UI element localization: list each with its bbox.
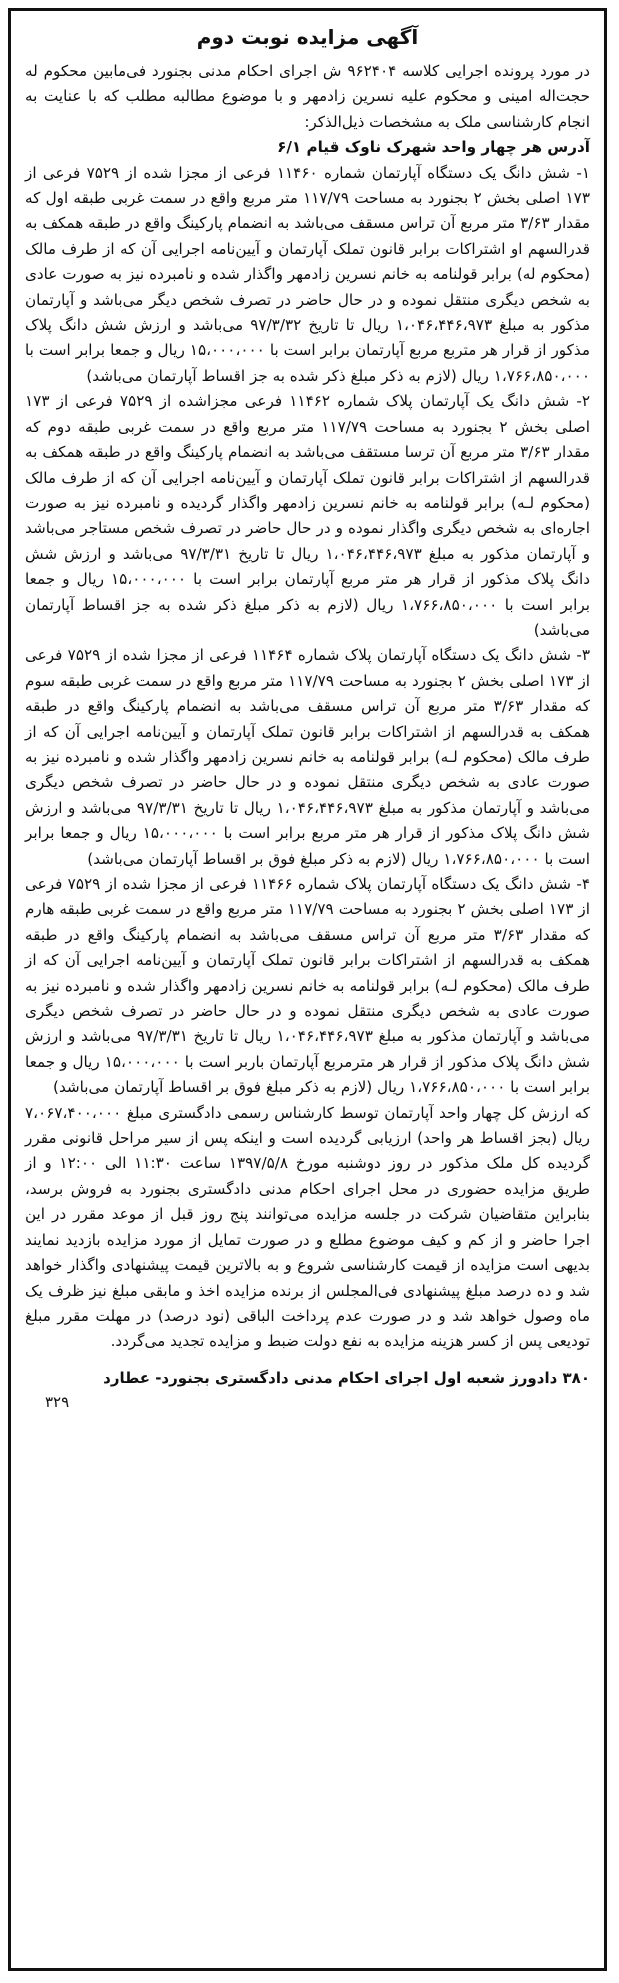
property-item-4: ۴- شش دانگ یک دستگاه آپارتمان پلاک شماره ۱۱۴۶۶ فرعی از مجزا شده از ۷۵۲۹ فرعی از ۱۷۳ اصلی بخش ۲ بجنورد به مساحت ۱۱۷/۷۹ متر مربع واقع در سمت غربی طبقه هارم که مقدار ۳/۶۳ متر مربع آن تراس مسقف می‌باشد به انضمام پارکینگ واقع در طبقه همکف به قدرالسهم از اشتراکات برابر قانون تملک آپارتمان و آیین‌نامه اجرایی آن که از طرف مالک (محکوم لـه) برابر قولنامه به خانم نسرین زادمهر واگذار شده و نامبرده نیز به صورت عادی به شخص دیگری منتقل نموده و در حال حاضر در تصرف شخص دیگری می‌باشد و آپارتمان مذکور به مبلغ ۱،۰۴۶،۴۴۶،۹۷۳ ریال تا تاریخ ۹۷/۳/۳۱ می‌باشد و ارزش شش دانگ پلاک مذکور از قرار هر مترمربع آپارتمان باربر است با ۱۵،۰۰۰،۰۰۰ ریال و جمعا برابر است با ۱،۷۶۶،۸۵۰،۰۰۰ ریال (لازم به ذکر مبلغ فوق بر اقساط آپارتمان می‌باشد) xyxy=(25,875,591,1097)
signature-line: ۳۸۰ دادورز شعبه اول اجرای احکام مدنی دادگستری بجنورد- عطارد xyxy=(103,1368,590,1387)
auction-conditions: که ارزش کل چهار واحد آپارتمان توسط کارشناس رسمی دادگستری مبلغ ۷،۰۶۷،۴۰۰،۰۰۰ ریال (بجز اقساط هر واحد) ارزیابی گردیده است و اینکه پس از سیر مراحل قانونی مقرر گردیده کل ملک مذکور در روز دوشنبه مورخ ۱۳۹۷/۵/۸ ساعت ۱۱:۳۰ الی ۱۲:۰۰ و از طریق مزایده حضوری در محل اجرای احکام مدنی دادگستری بجنورد به فروش برسد، بنابراین متقاضیان شرکت در جلسه مزایده می‌توانند پنج روز قبل از موعد مقرر در این اجرا حاضر و از کم و کیف موضوع مطلع و در صورت تمایل از مورد مزایده بازدید نمایند بدیهی است مزایده از قیمت کارشناسی شروع و به بالاترین قیمت پیشنهادی واگذار خواهد شد و ده درصد مبلغ پیشنهادی فی‌المجلس از برنده مزایده اخذ و مابقی مبلغ نیز ظرف یک ماه وصول خواهد شد و در صورت عدم پرداخت الباقی (نود درصد) در مهلت مقرر مبلغ تودیعی پس از کسر هزینه مزایده به نفع دولت ضبط و مزایده تجدید می‌گردد. xyxy=(25,1103,591,1351)
auction-notice xyxy=(8,8,607,1971)
notice-title: آگهی مزایده نوبت دوم xyxy=(196,25,419,49)
notice-code: ۳۲۹ xyxy=(45,1392,70,1411)
property-item-2: ۲- شش دانگ یک آپارتمان پلاک شماره ۱۱۴۶۲ فرعی مجزاشده از ۷۵۲۹ فرعی از ۱۷۳ اصلی بخش ۲ بجنورد به مساحت ۱۱۷/۷۹ متر مربع واقع در سمت غربی طبقه دوم که مقدار ۳/۶۳ متر مربع آن ترسا مستقف می‌باشد به انضمام پارکینگ واقع در طبقه همکف به قدرالسهم از اشتراکات برابر قانون تملک آپارتمان و آیین‌نامه اجرایی آن که از طرف مالک (محکوم لـه) برابر قولنامه به خانم نسرین زادمهر واگذار گردیده و نامبرده نیز به صورت اجاره‌ای به شخص دیگری واگذار نموده و در حال حاضر در تصرف شخص مستاجر می‌باشد و آپارتمان مذکور به مبلغ ۱،۰۴۶،۴۴۶،۹۷۳ ریال تا تاریخ ۹۷/۳/۳۱ می‌باشد و ارزش شش دانگ پلاک مذکور از قرار هر متر مربع آپارتمان برابر است با ۱۵،۰۰۰،۰۰۰ ریال و جمعا برابر است با ۱،۷۶۶،۸۵۰،۰۰۰ ریال (لازم به ذکر مبلغ ذکر شده به جز اقساط آپارتمان می‌باشد) xyxy=(25,392,591,639)
notice-intro: در مورد پرونده اجرایی کلاسه ۹۶۲۴۰۴ ش اجرای احکام مدنی بجنورد فی‌مابین محکوم له حجت‌اله امینی و محکوم علیه نسرین زادمهر و با موضوع مطالبه مطلب که با عنایت به انجام کارشناسی ملک به مشخصات ذیل‌الذکر: xyxy=(25,62,590,131)
property-address: آدرس هر چهار واحد شهرک ناوک قیام ۶/۱ xyxy=(277,138,590,157)
property-item-3: ۳- شش دانگ یک دستگاه آپارتمان پلاک شماره ۱۱۴۶۴ فرعی از مجزا شده از ۷۵۲۹ فرعی از ۱۷۳ اصلی بخش ۲ بجنورد به مساحت ۱۱۷/۷۹ متر مربع واقع در سمت غربی طبقه سوم که مقدار ۳/۶۳ متر مربع آن تراس مسقف می‌باشد به انضمام پارکینگ واقع در طبقه همکف به قدرالسهم از اشتراکات برابر قانون تملک آپارتمان و آیین‌نامه اجرایی آن که از طرف مالک (محکوم لـه) برابر قولنامه به خانم نسرین زادمهر واگذار شده و نامبرده نیز به صورت عادی به شخص دیگری منتقل نموده و در حال حاضر در تصرف شخص دیگری می‌باشد و آپارتمان مذکور به مبلغ ۱،۰۴۶،۴۴۶،۹۷۳ ریال تا تاریخ ۹۷/۳/۳۱ می‌باشد و ارزش شش دانگ پلاک مذکور از قرار هر متر مربع برابر است با ۱۵،۰۰۰،۰۰۰ ریال و جمعا برابر است با ۱،۷۶۶،۸۵۰،۰۰۰ ریال (لازم به ذکر مبلغ فوق بر اقساط آپارتمان می‌باشد) xyxy=(25,646,591,868)
property-item-1: ۱- شش دانگ یک دستگاه آپارتمان شماره ۱۱۴۶۰ فرعی از مجزا شده از ۷۵۲۹ فرعی از ۱۷۳ اصلی بخش ۲ بجنورد به مساحت ۱۱۷/۷۹ متر مربع واقع در سمت غربی طبقه اول که مقدار ۳/۶۳ متر مربع آن تراس مسقف می‌باشد به انضمام پارکینگ واقع در طبقه همکف به قدرالسهم او اشتراکات برابر قانون تملک آپارتمان و آیین‌نامه اجرایی آن که از طرف مالک (محکوم له) برابر قولنامه به خانم نسرین زادمهر واگذار شده و نامبرده نیز به صورت عادی به شخص دیگری منتقل نموده و در حال حاضر در تصرف شخص دیگر می‌باشد و آپارتمان مذکور به مبلغ ۱،۰۴۶،۴۴۶،۹۷۳ ریال تا تاریخ ۹۷/۳/۳۲ می‌باشد و ارزش شش دانگ پلاک مذکور از قرار هر متربع مربع آپارتمان برابر است با ۱۵،۰۰۰،۰۰۰ ریال و جمعا برابر است با ۱،۷۶۶،۸۵۰،۰۰۰ ریال (لازم به ذکر مبلغ ذکر شده به جز اقساط آپارتمان می‌باشد) xyxy=(25,163,591,385)
